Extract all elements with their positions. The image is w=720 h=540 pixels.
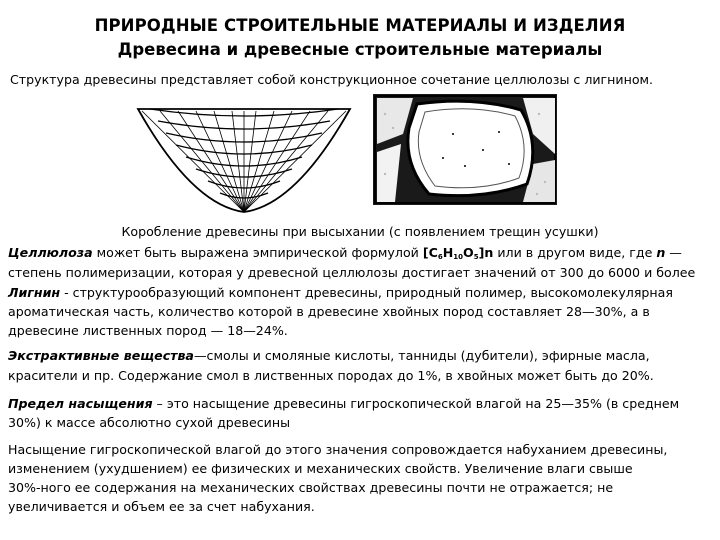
- page-title: ПРИРОДНЫЕ СТРОИТЕЛЬНЫЕ МАТЕРИАЛЫ И ИЗДЕЛИЯ: [94, 16, 626, 35]
- extractives-line-2: красители и пр. Содержание смол в лиственных породах до 1%, в хвойных может быть до 20%.: [8, 368, 654, 383]
- hygro-line-3: 30%-ного ее содержания на механических свойствах древесины почти не отражается; не: [8, 480, 614, 495]
- intro-text: Структура древесины представляет собой конструкционное сочетание целлюлозы с лигнином.: [10, 72, 654, 87]
- page-subtitle: Древесина и древесные строительные материалы: [117, 40, 603, 59]
- formula-sub-c: 6: [437, 253, 443, 261]
- cellulose-text-c: —: [665, 245, 682, 260]
- cellulose-line-2: степень полимеризации, которая у древесной целлюлозы достигает значений от 300 до 6000 и более: [8, 265, 696, 280]
- cellulose-n: n: [656, 245, 666, 260]
- cellulose-term: Целлюлоза: [8, 245, 93, 260]
- formula-close: ]n: [478, 245, 494, 260]
- lignin-text-1: - структурообразующий компонент древесины, природный полимер, высокомолекулярная: [60, 285, 673, 300]
- formula-open: [C: [422, 245, 438, 260]
- hygro-line-4: увеличивается и объем ее за счет набухания.: [8, 499, 315, 514]
- lignin-line-1: [8, 285, 673, 301]
- saturation-term: Предел насыщения: [8, 396, 153, 411]
- lignin-term: Лигнин: [8, 285, 61, 300]
- extractives-line-1: [8, 348, 650, 364]
- formula-sub-o: 5: [473, 253, 479, 261]
- extractives-text-1: —смолы и смоляные кислоты, танниды (дубители), эфирные масла,: [193, 348, 650, 363]
- hygro-line-2: изменением (ухудшением) ее физических и механических свойств. Увеличение влаги свыше: [8, 461, 633, 476]
- lignin-line-3: древесине лиственных пород — 18—24%.: [8, 323, 288, 338]
- illustration-caption: Коробление древесины при высыхании (с появлением трещин усушки): [121, 224, 599, 239]
- cellulose-text-b: или в другом виде, где: [493, 245, 657, 260]
- lignin-line-2: ароматическая часть, количество которой в древесине хвойных пород составляет 28—30%, а в: [8, 304, 650, 319]
- cellulose-formula: [423, 245, 494, 260]
- formula-h: H: [442, 245, 454, 260]
- extractives-term: Экстрактивные вещества: [8, 348, 194, 363]
- formula-o: O: [463, 245, 474, 260]
- hygro-line-1: Насыщение гигроскопической влагой до этого значения сопровождается набуханием древесины,: [8, 442, 668, 457]
- wood-warping-illustration: [136, 105, 352, 215]
- formula-sub-h: 10: [453, 253, 464, 261]
- cellulose-text-a: может быть выражена эмпирической формулой: [92, 245, 423, 260]
- saturation-text-1: – это насыщение древесины гигроскопической влагой на 25—35% (в среднем: [152, 396, 680, 411]
- cellulose-line-1: [8, 245, 682, 261]
- saturation-line-1: [8, 396, 679, 412]
- saturation-line-2: 30%) к массе абсолютно сухой древесины: [8, 415, 291, 430]
- wood-cell-micrograph: [373, 94, 557, 205]
